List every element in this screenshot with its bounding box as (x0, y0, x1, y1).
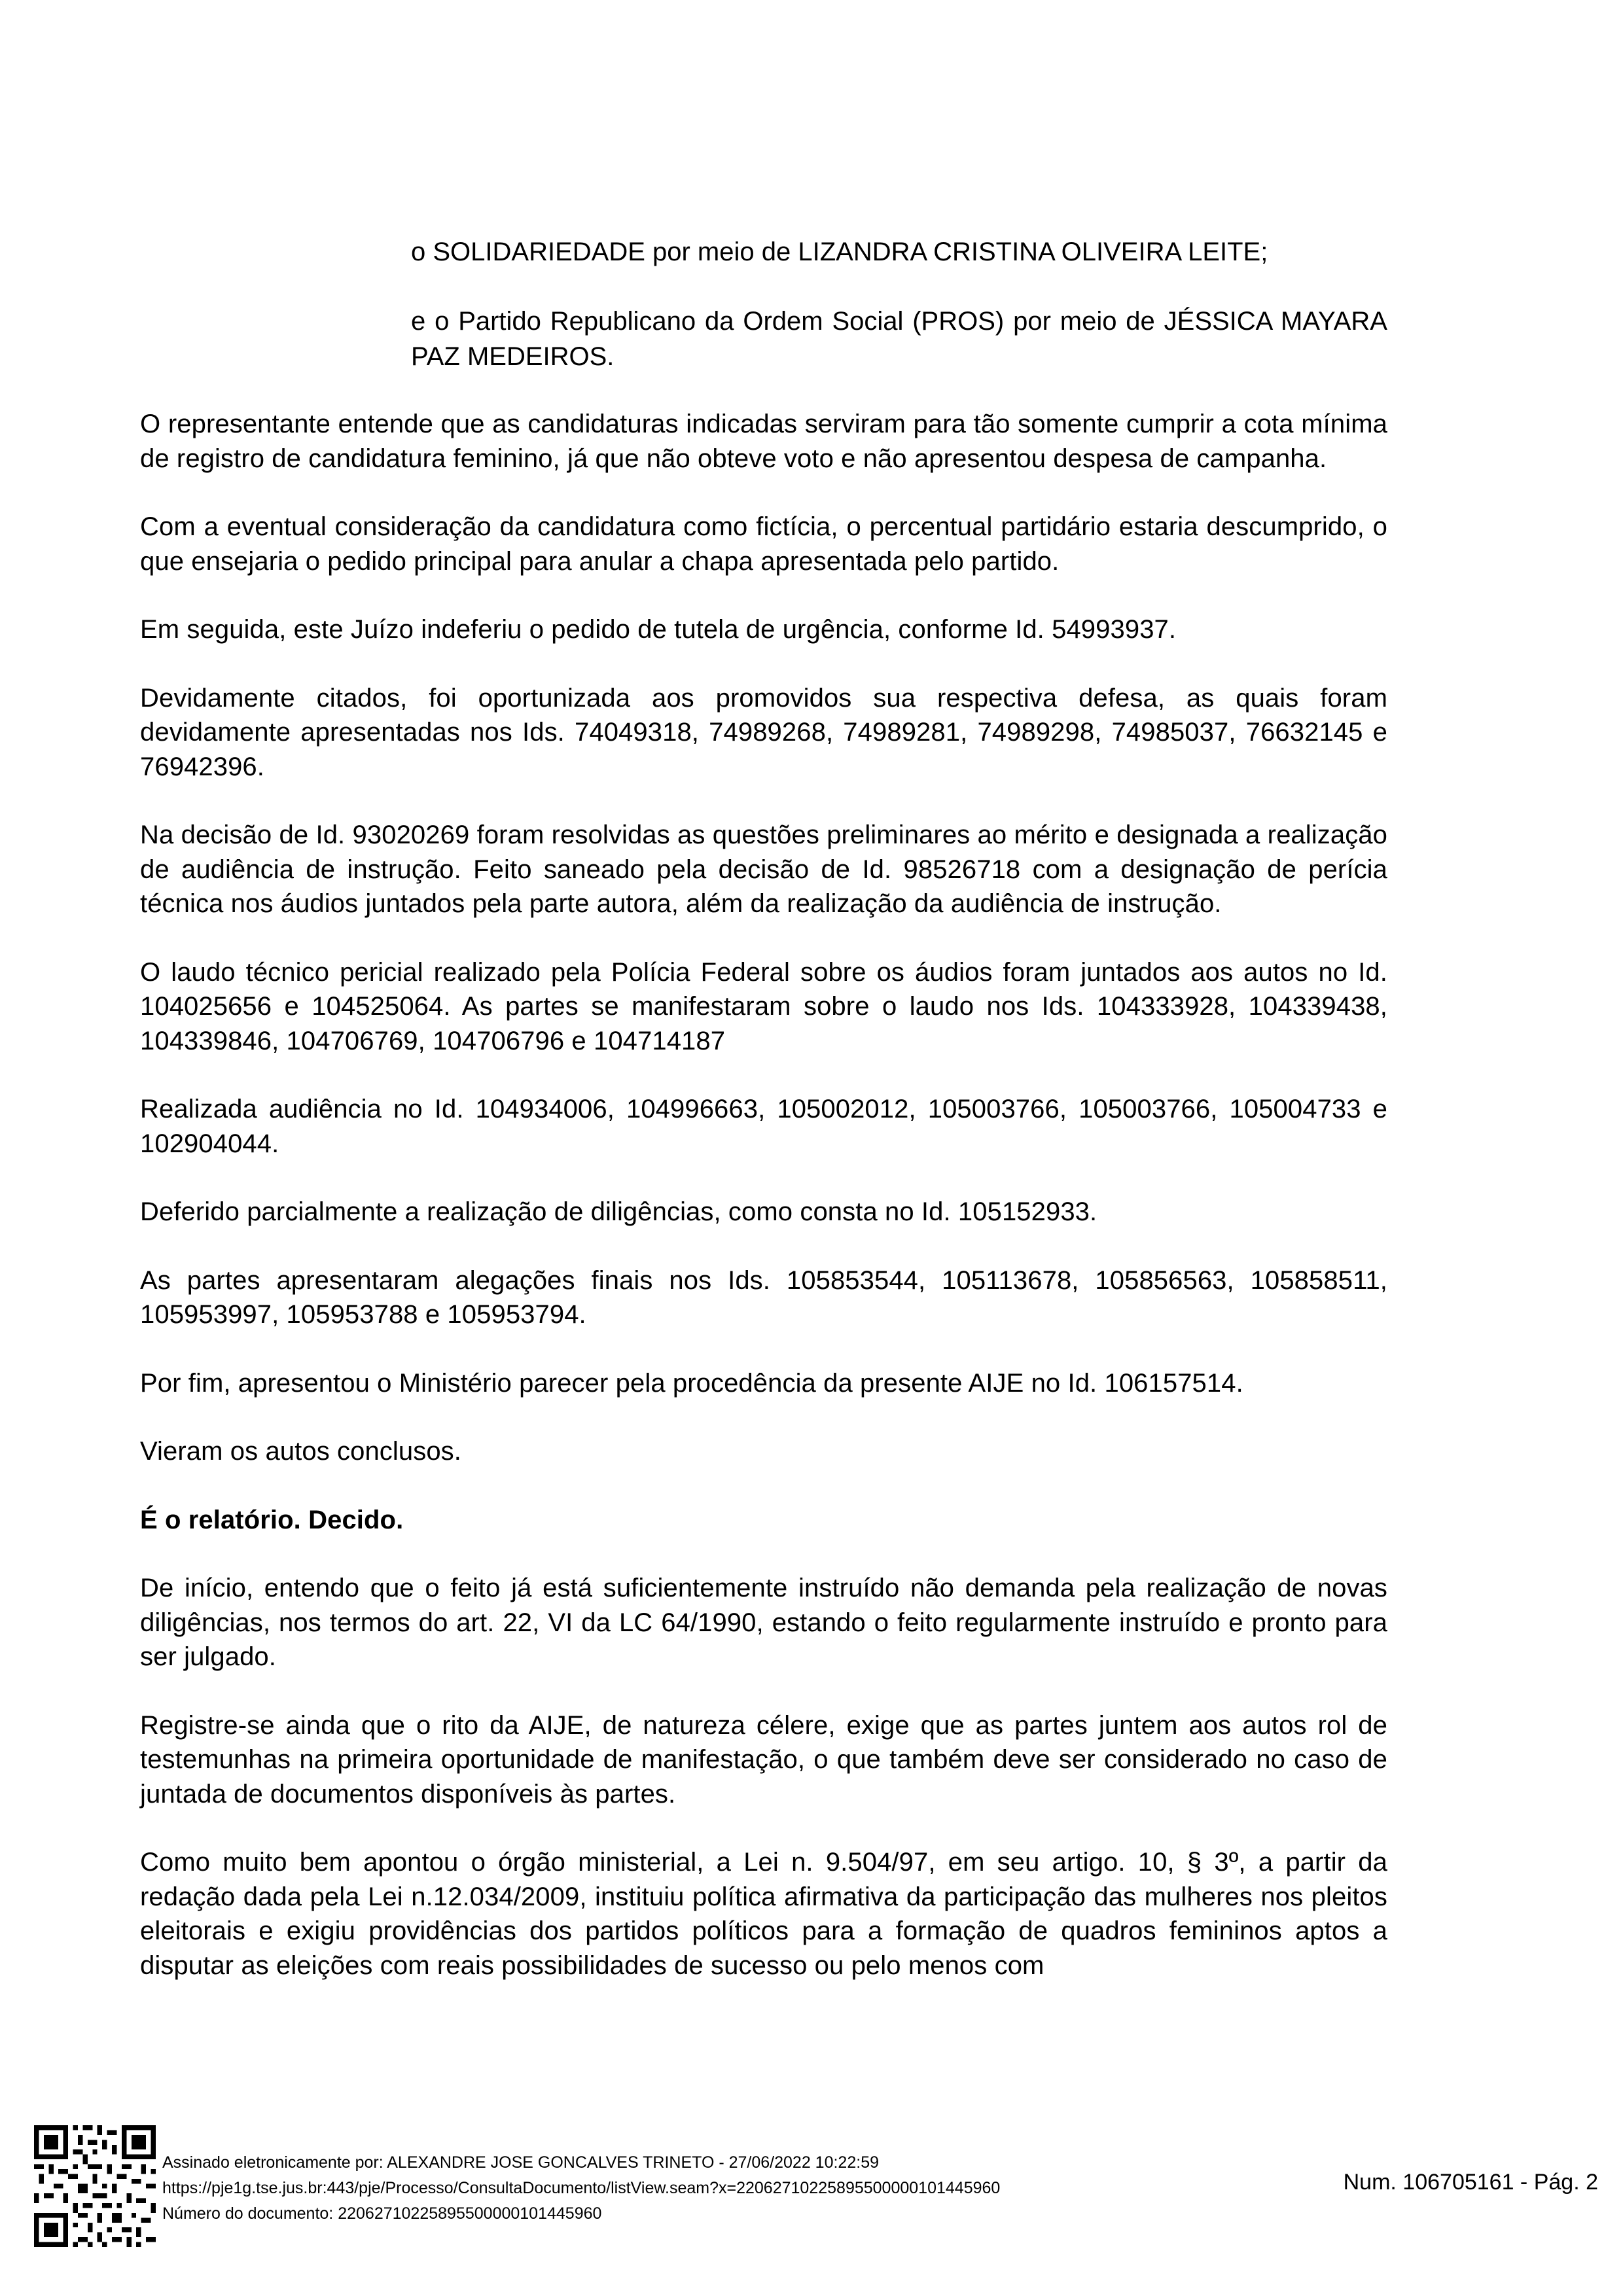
paragraph: Vieram os autos conclusos. (140, 1437, 461, 1466)
page-number: Num. 106705161 - Pág. 2 (1343, 2170, 1598, 2195)
paragraph: Como muito bem apontou o órgão ministerial, a Lei n. 9.504/97, em seu artigo. 10, § 3º, a partir da redação dada pela Lei n.12.034/2009, instituiu política afirmativa da participação das mulheres nos pleitos eleitorais e exigiu providências dos partidos políticos para a formação de quadros femininos aptos a disputar as eleições com reais possibilidades de sucesso ou pelo menos com (140, 1848, 1387, 1980)
paragraph: As partes apresentaram alegações finais nos Ids. 105853544, 105113678, 105856563, 105858511, 105953997, 105953788 e 105953794. (140, 1265, 1387, 1329)
page-footer (0, 2113, 1623, 2296)
paragraph: Devidamente citados, foi oportunizada aos promovidos sua respectiva defesa, as quais foram devidamente apresentadas nos Ids. 74049318, 74989268, 74989281, 74989298, 74985037, 76632145 e 76942396. (140, 683, 1387, 781)
indented-line-solidariedade: o SOLIDARIEDADE por meio de LIZANDRA CRISTINA OLIVEIRA LEITE; (411, 238, 1268, 266)
paragraph: Realizada audiência no Id. 104934006, 104996663, 105002012, 105003766, 105003766, 105004733 e 102904044. (140, 1095, 1387, 1158)
paragraph: Deferido parcialmente a realização de diligências, como consta no Id. 105152933. (140, 1197, 1097, 1226)
section-heading: É o relatório. Decido. (140, 1505, 404, 1534)
paragraph: Na decisão de Id. 93020269 foram resolvidas as questões preliminares ao mérito e designada a realização de audiência de instrução. Feito saneado pela decisão de Id. 98526718 com a designação de perícia técnica nos áudios juntados pela parte autora, além da realização da audiência de instrução. (140, 821, 1387, 918)
qr-code-icon (34, 2125, 156, 2247)
paragraph: Com a eventual consideração da candidatura como fictícia, o percentual partidário estaria descumprido, o que ensejaria o pedido principal para anular a chapa apresentada pelo partido. (140, 512, 1387, 576)
document-url: https://pje1g.tse.jus.br:443/pje/Processo/ConsultaDocumento/listView.seam?x=22062710225895500000101445960 (162, 2179, 1001, 2197)
paragraph: O laudo técnico pericial realizado pela Polícia Federal sobre os áudios foram juntados aos autos no Id. 104025656 e 104525064. As partes se manifestaram sobre o laudo nos Ids. 104333928, 104339438, 104339846, 104706769, 104706796 e 104714187 (140, 957, 1387, 1055)
signature-line: Assinado eletronicamente por: ALEXANDRE JOSE GONCALVES TRINETO - 27/06/2022 10:22:59 (162, 2153, 879, 2172)
document-body (140, 407, 1387, 2017)
paragraph: Por fim, apresentou o Ministério parecer pela procedência da presente AIJE no Id. 106157514. (140, 1368, 1243, 1398)
indented-line-pros: e o Partido Republicano da Ordem Social (PROS) por meio de JÉSSICA MAYARA PAZ MEDEIROS. (411, 307, 1387, 371)
paragraph: O representante entende que as candidaturas indicadas serviram para tão somente cumprir a cota mínima de registro de candidatura feminino, já que não obteve voto e não apresentou despesa de campanha. (140, 410, 1387, 473)
document-number: Número do documento: 22062710225895500000101445960 (162, 2204, 602, 2223)
paragraph: Registre-se ainda que o rito da AIJE, de natureza célere, exige que as partes juntem aos autos rol de testemunhas na primeira oportunidade de manifestação, o que também deve ser considerado no caso de juntada de documentos disponíveis às partes. (140, 1710, 1387, 1809)
paragraph: De início, entendo que o feito já está suficientemente instruído não demanda pela realização de novas diligências, nos termos do art. 22, VI da LC 64/1990, estando o feito regularmente instruído e pronto para ser julgado. (140, 1574, 1387, 1671)
paragraph: Em seguida, este Juízo indeferiu o pedido de tutela de urgência, conforme Id. 54993937. (140, 615, 1177, 644)
